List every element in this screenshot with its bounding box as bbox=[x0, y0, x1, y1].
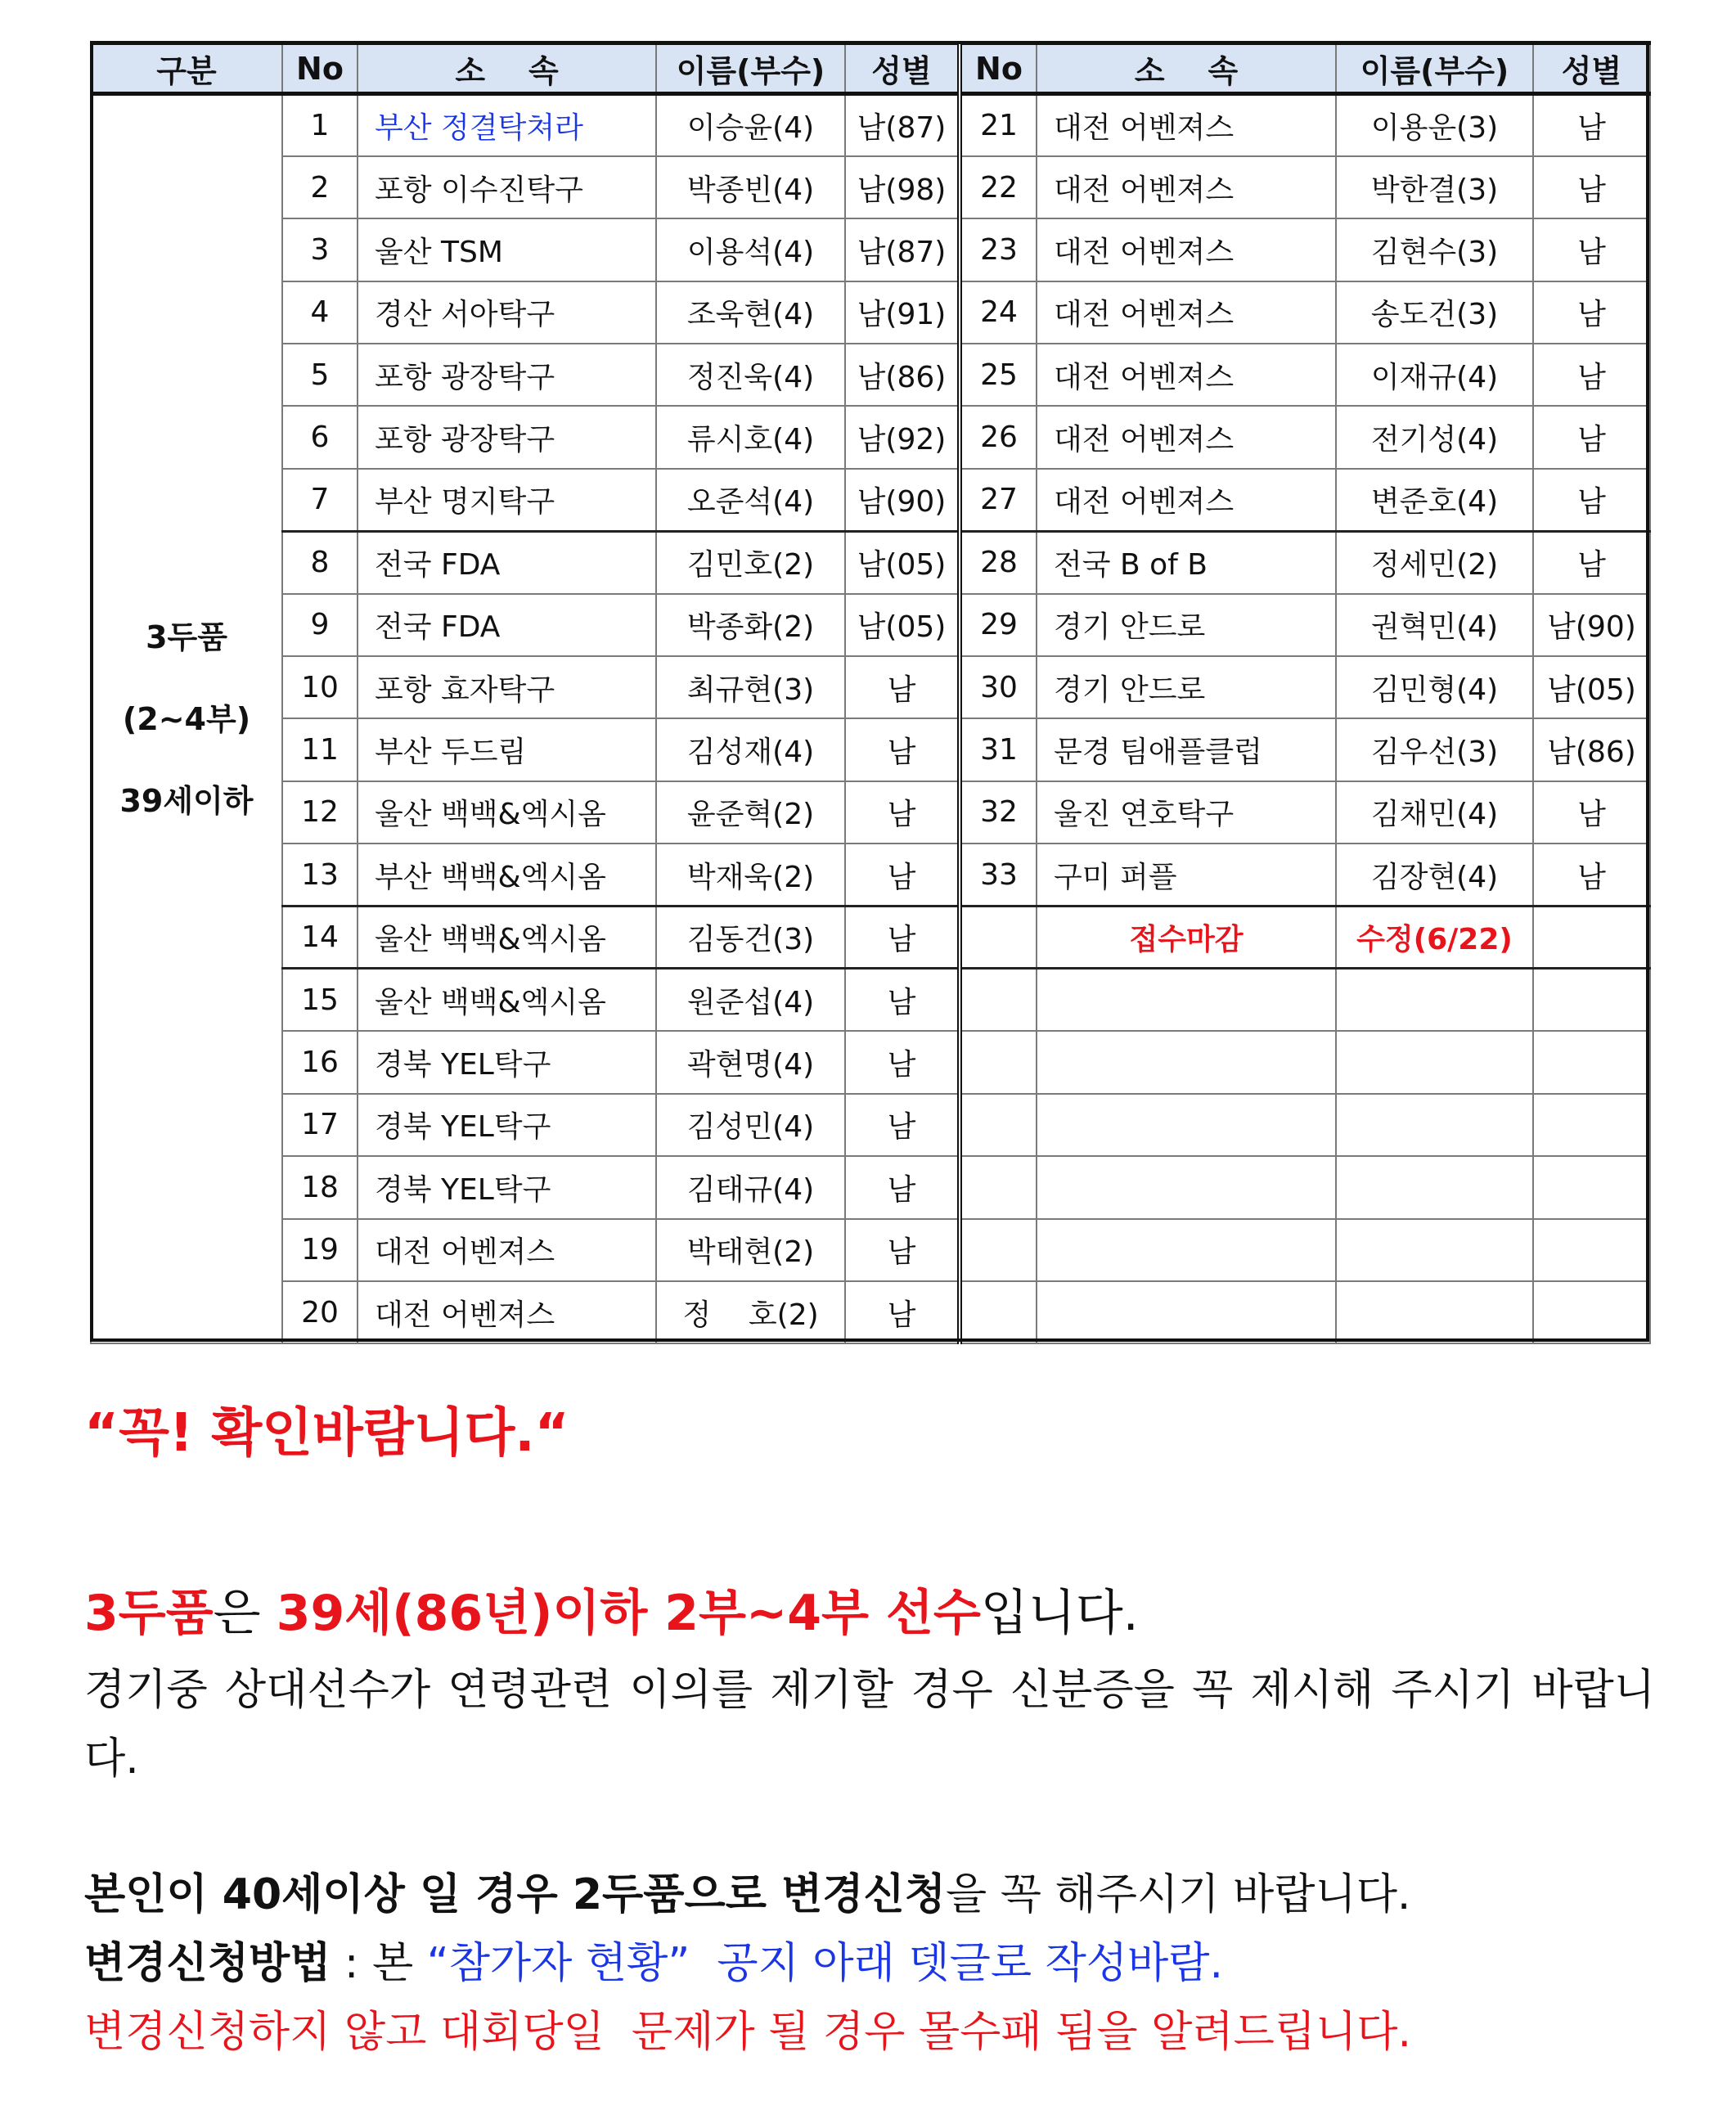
table-row bbox=[91, 281, 1650, 344]
row-affiliation-right: 대전 어벤져스 bbox=[1037, 94, 1336, 156]
row-gender: 남 bbox=[845, 907, 960, 969]
row-no-right: 32 bbox=[960, 781, 1037, 844]
row-affiliation: 경산 서아탁구 bbox=[358, 281, 656, 344]
row-affiliation-right bbox=[1037, 1219, 1336, 1281]
row-affiliation-right: 경기 안드로 bbox=[1037, 594, 1336, 656]
row-gender: 남(87) bbox=[845, 218, 960, 281]
row-name-right bbox=[1336, 1094, 1533, 1156]
row-gender: 남 bbox=[845, 1156, 960, 1218]
row-gender: 남 bbox=[845, 969, 960, 1031]
row-gender: 남 bbox=[845, 718, 960, 781]
row-name-right: 김우선(3) bbox=[1336, 718, 1533, 781]
row-no-right bbox=[960, 1094, 1037, 1156]
row-affiliation-right bbox=[1037, 1156, 1336, 1218]
row-name: 원준섭(4) bbox=[656, 969, 845, 1031]
header-name-right: 이름(부수) bbox=[1336, 43, 1533, 94]
row-gender-right bbox=[1533, 1281, 1650, 1343]
row-affiliation-right: 울진 연호탁구 bbox=[1037, 781, 1336, 844]
row-no-right: 33 bbox=[960, 844, 1037, 906]
age-rule-line bbox=[84, 1574, 1655, 1644]
row-gender-right: 남 bbox=[1533, 218, 1650, 281]
row-affiliation: 울산 백백&엑시옴 bbox=[358, 781, 656, 844]
row-gender-right: 남 bbox=[1533, 344, 1650, 406]
row-no: 9 bbox=[282, 594, 358, 656]
table-row bbox=[91, 781, 1650, 844]
row-no: 10 bbox=[282, 656, 358, 718]
row-name-right: 김장현(4) bbox=[1336, 844, 1533, 906]
row-affiliation: 포항 광장탁구 bbox=[358, 406, 656, 468]
row-name-right bbox=[1336, 1156, 1533, 1218]
change-method-sep: : 본 bbox=[331, 1939, 427, 1988]
row-no: 20 bbox=[282, 1281, 358, 1343]
row-affiliation-right: 경기 안드로 bbox=[1037, 656, 1336, 718]
row-gender: 남(05) bbox=[845, 531, 960, 593]
row-gender-right bbox=[1533, 1031, 1650, 1093]
row-name-right: 이용운(3) bbox=[1336, 94, 1533, 156]
row-no: 14 bbox=[282, 907, 358, 969]
row-name-right bbox=[1336, 1031, 1533, 1093]
row-name: 박태현(2) bbox=[656, 1219, 845, 1281]
row-name-right: 박한결(3) bbox=[1336, 156, 1533, 218]
table-row bbox=[91, 1094, 1650, 1156]
change-request-line bbox=[84, 1860, 1655, 1929]
header-no: No bbox=[282, 43, 358, 94]
row-affiliation-right: 대전 어벤져스 bbox=[1037, 469, 1336, 531]
row-name-right bbox=[1336, 969, 1533, 1031]
row-name-right bbox=[1336, 1219, 1533, 1281]
row-affiliation-right: 대전 어벤져스 bbox=[1037, 156, 1336, 218]
row-gender: 남(98) bbox=[845, 156, 960, 218]
header-gender-right: 성별 bbox=[1533, 43, 1650, 94]
row-name: 김태규(4) bbox=[656, 1156, 845, 1218]
row-gender: 남 bbox=[845, 844, 960, 906]
header-gender: 성별 bbox=[845, 43, 960, 94]
row-no: 17 bbox=[282, 1094, 358, 1156]
change-request-bold: 본인이 40세이상 일 경우 2두품으로 변경신청 bbox=[84, 1870, 947, 1919]
row-gender-right bbox=[1533, 907, 1650, 969]
row-gender-right: 남(05) bbox=[1533, 656, 1650, 718]
row-no: 12 bbox=[282, 781, 358, 844]
row-affiliation-right bbox=[1037, 1281, 1336, 1343]
row-no: 8 bbox=[282, 531, 358, 593]
header-affiliation-right: 소 속 bbox=[1037, 43, 1336, 94]
row-gender-right bbox=[1533, 1156, 1650, 1218]
row-name: 김성민(4) bbox=[656, 1094, 845, 1156]
row-name: 최규현(3) bbox=[656, 656, 845, 718]
row-name: 류시호(4) bbox=[656, 406, 845, 468]
row-name-right: 김현수(3) bbox=[1336, 218, 1533, 281]
row-affiliation: 부산 두드림 bbox=[358, 718, 656, 781]
row-no-right: 23 bbox=[960, 218, 1037, 281]
row-gender-right: 남 bbox=[1533, 156, 1650, 218]
row-gender: 남 bbox=[845, 1281, 960, 1343]
division-name: 3두품 bbox=[84, 1585, 214, 1642]
ending-text: 입니다. bbox=[980, 1585, 1139, 1642]
row-no-right: 25 bbox=[960, 344, 1037, 406]
row-name: 박종화(2) bbox=[656, 594, 845, 656]
row-no-right bbox=[960, 1156, 1037, 1218]
table-row bbox=[91, 1031, 1650, 1093]
row-name: 조욱현(4) bbox=[656, 281, 845, 344]
table-row bbox=[91, 469, 1650, 531]
row-gender: 남(86) bbox=[845, 344, 960, 406]
row-name: 정 호(2) bbox=[656, 1281, 845, 1343]
header-row bbox=[91, 43, 1650, 94]
row-affiliation: 부산 백백&엑시옴 bbox=[358, 844, 656, 906]
table-row bbox=[91, 1219, 1650, 1281]
row-affiliation-right bbox=[1037, 1094, 1336, 1156]
table-row bbox=[91, 344, 1650, 406]
header-no-right: No bbox=[960, 43, 1037, 94]
row-name-right: 권혁민(4) bbox=[1336, 594, 1533, 656]
change-method-label: 변경신청방법 bbox=[84, 1939, 331, 1988]
row-gender: 남 bbox=[845, 656, 960, 718]
row-affiliation: 포항 효자탁구 bbox=[358, 656, 656, 718]
category-label-line: 3두품 bbox=[146, 619, 227, 656]
table-row bbox=[91, 907, 1650, 969]
category-label-line: (2~4부) bbox=[122, 701, 251, 738]
category-cell bbox=[91, 94, 282, 1344]
row-name-right: 변준호(4) bbox=[1336, 469, 1533, 531]
row-affiliation-right bbox=[1037, 969, 1336, 1031]
row-gender-right: 남 bbox=[1533, 281, 1650, 344]
header-category: 구분 bbox=[91, 43, 282, 94]
row-name: 이승윤(4) bbox=[656, 94, 845, 156]
row-affiliation: 울산 백백&엑시옴 bbox=[358, 907, 656, 969]
id-card-notice: 경기중 상대선수가 연령관련 이의를 제기할 경우 신분증을 꼭 제시해 주시기 바랍니다. bbox=[84, 1666, 1655, 1784]
row-no-right: 29 bbox=[960, 594, 1037, 656]
row-no: 11 bbox=[282, 718, 358, 781]
row-gender: 남 bbox=[845, 781, 960, 844]
change-method-line bbox=[84, 1929, 1655, 1998]
row-gender: 남(05) bbox=[845, 594, 960, 656]
table-row bbox=[91, 406, 1650, 468]
row-no: 7 bbox=[282, 469, 358, 531]
row-gender-right: 남 bbox=[1533, 781, 1650, 844]
table-row bbox=[91, 718, 1650, 781]
row-name: 윤준혁(2) bbox=[656, 781, 845, 844]
table-row bbox=[91, 594, 1650, 656]
row-affiliation: 울산 백백&엑시옴 bbox=[358, 969, 656, 1031]
row-affiliation-right: 전국 B of B bbox=[1037, 531, 1336, 593]
row-affiliation-right bbox=[1037, 1031, 1336, 1093]
row-gender-right bbox=[1533, 969, 1650, 1031]
row-affiliation: 경북 YEL탁구 bbox=[358, 1094, 656, 1156]
row-affiliation-right: 구미 퍼플 bbox=[1037, 844, 1336, 906]
row-no: 5 bbox=[282, 344, 358, 406]
row-affiliation-right: 대전 어벤져스 bbox=[1037, 218, 1336, 281]
header-name: 이름(부수) bbox=[656, 43, 845, 94]
row-no-right bbox=[960, 1281, 1037, 1343]
row-name: 곽현명(4) bbox=[656, 1031, 845, 1093]
row-name-right: 전기성(4) bbox=[1336, 406, 1533, 468]
row-affiliation: 전국 FDA bbox=[358, 594, 656, 656]
row-gender-right: 남(90) bbox=[1533, 594, 1650, 656]
row-no-right: 22 bbox=[960, 156, 1037, 218]
header-affiliation: 소 속 bbox=[358, 43, 656, 94]
row-affiliation: 대전 어벤져스 bbox=[358, 1219, 656, 1281]
table-row bbox=[91, 844, 1650, 906]
table-row bbox=[91, 969, 1650, 1031]
change-request-rest: 을 꼭 해주시기 바랍니다. bbox=[946, 1870, 1411, 1919]
warning-heading: “꼭! 확인바람니다.“ bbox=[84, 1403, 569, 1464]
age-limit-text: 39세(86년)이하 2부~4부 선수 bbox=[276, 1585, 981, 1642]
row-gender-right bbox=[1533, 1219, 1650, 1281]
row-name: 박종빈(4) bbox=[656, 156, 845, 218]
row-name: 이용석(4) bbox=[656, 218, 845, 281]
row-affiliation-right: 대전 어벤져스 bbox=[1037, 406, 1336, 468]
row-no-right: 28 bbox=[960, 531, 1037, 593]
row-name-right: 김민형(4) bbox=[1336, 656, 1533, 718]
row-no-right bbox=[960, 907, 1037, 969]
row-no-right: 26 bbox=[960, 406, 1037, 468]
row-gender-right: 남 bbox=[1533, 469, 1650, 531]
row-gender-right: 남 bbox=[1533, 406, 1650, 468]
notice-section bbox=[84, 1391, 1655, 2067]
row-name-right: 수정(6/22) bbox=[1336, 907, 1533, 969]
row-no: 3 bbox=[282, 218, 358, 281]
table-row bbox=[91, 1281, 1650, 1343]
particle-text: 은 bbox=[213, 1585, 277, 1642]
row-no: 4 bbox=[282, 281, 358, 344]
row-affiliation: 전국 FDA bbox=[358, 531, 656, 593]
row-no-right: 24 bbox=[960, 281, 1037, 344]
row-gender: 남(91) bbox=[845, 281, 960, 344]
row-no-right bbox=[960, 1219, 1037, 1281]
row-name-right: 정세민(2) bbox=[1336, 531, 1533, 593]
row-no: 6 bbox=[282, 406, 358, 468]
table-row bbox=[91, 656, 1650, 718]
row-affiliation: 부산 정결탁쳐라 bbox=[358, 94, 656, 156]
table-row bbox=[91, 218, 1650, 281]
row-affiliation: 대전 어벤져스 bbox=[358, 1281, 656, 1343]
row-no-right bbox=[960, 1031, 1037, 1093]
row-affiliation-right: 대전 어벤져스 bbox=[1037, 281, 1336, 344]
row-gender: 남 bbox=[845, 1219, 960, 1281]
row-no: 18 bbox=[282, 1156, 358, 1218]
row-gender: 남 bbox=[845, 1031, 960, 1093]
row-gender: 남 bbox=[845, 1094, 960, 1156]
category-label-line: 39세이하 bbox=[119, 783, 254, 820]
roster-table bbox=[90, 41, 1651, 1344]
row-no: 19 bbox=[282, 1219, 358, 1281]
row-gender-right: 남 bbox=[1533, 531, 1650, 593]
row-no-right: 30 bbox=[960, 656, 1037, 718]
row-affiliation: 경북 YEL탁구 bbox=[358, 1031, 656, 1093]
row-no-right: 31 bbox=[960, 718, 1037, 781]
row-no-right: 21 bbox=[960, 94, 1037, 156]
table-row bbox=[91, 1156, 1650, 1218]
row-affiliation: 포항 광장탁구 bbox=[358, 344, 656, 406]
row-no: 13 bbox=[282, 844, 358, 906]
row-name: 김성재(4) bbox=[656, 718, 845, 781]
row-gender: 남(92) bbox=[845, 406, 960, 468]
table-row bbox=[91, 156, 1650, 218]
row-gender: 남(87) bbox=[845, 94, 960, 156]
row-gender-right: 남 bbox=[1533, 94, 1650, 156]
row-name: 김민호(2) bbox=[656, 531, 845, 593]
row-no: 1 bbox=[282, 94, 358, 156]
row-affiliation-right: 대전 어벤져스 bbox=[1037, 344, 1336, 406]
row-name: 정진욱(4) bbox=[656, 344, 845, 406]
row-gender-right: 남 bbox=[1533, 844, 1650, 906]
row-gender-right bbox=[1533, 1094, 1650, 1156]
forfeit-warning: 변경신청하지 않고 대회당일 문제가 될 경우 몰수패 됨을 알려드립니다. bbox=[84, 2008, 1412, 2057]
row-no: 16 bbox=[282, 1031, 358, 1093]
row-affiliation: 부산 명지탁구 bbox=[358, 469, 656, 531]
change-method-instruction: “참가자 현황” 공지 아래 뎃글로 작성바람. bbox=[426, 1939, 1224, 1988]
row-name: 김동건(3) bbox=[656, 907, 845, 969]
row-affiliation: 포항 이수진탁구 bbox=[358, 156, 656, 218]
row-gender-right: 남(86) bbox=[1533, 718, 1650, 781]
row-no-right bbox=[960, 969, 1037, 1031]
row-name-right: 김채민(4) bbox=[1336, 781, 1533, 844]
row-name-right: 송도건(3) bbox=[1336, 281, 1533, 344]
row-name: 박재욱(2) bbox=[656, 844, 845, 906]
row-affiliation-right: 문경 팀애플클럽 bbox=[1037, 718, 1336, 781]
row-name-right bbox=[1336, 1281, 1533, 1343]
table-row bbox=[91, 531, 1650, 593]
table-row bbox=[91, 94, 1650, 156]
row-no: 2 bbox=[282, 156, 358, 218]
row-affiliation: 경북 YEL탁구 bbox=[358, 1156, 656, 1218]
row-affiliation-right: 접수마감 bbox=[1037, 907, 1336, 969]
row-name-right: 이재규(4) bbox=[1336, 344, 1533, 406]
row-gender: 남(90) bbox=[845, 469, 960, 531]
row-affiliation: 울산 TSM bbox=[358, 218, 656, 281]
row-name: 오준석(4) bbox=[656, 469, 845, 531]
row-no: 15 bbox=[282, 969, 358, 1031]
row-no-right: 27 bbox=[960, 469, 1037, 531]
